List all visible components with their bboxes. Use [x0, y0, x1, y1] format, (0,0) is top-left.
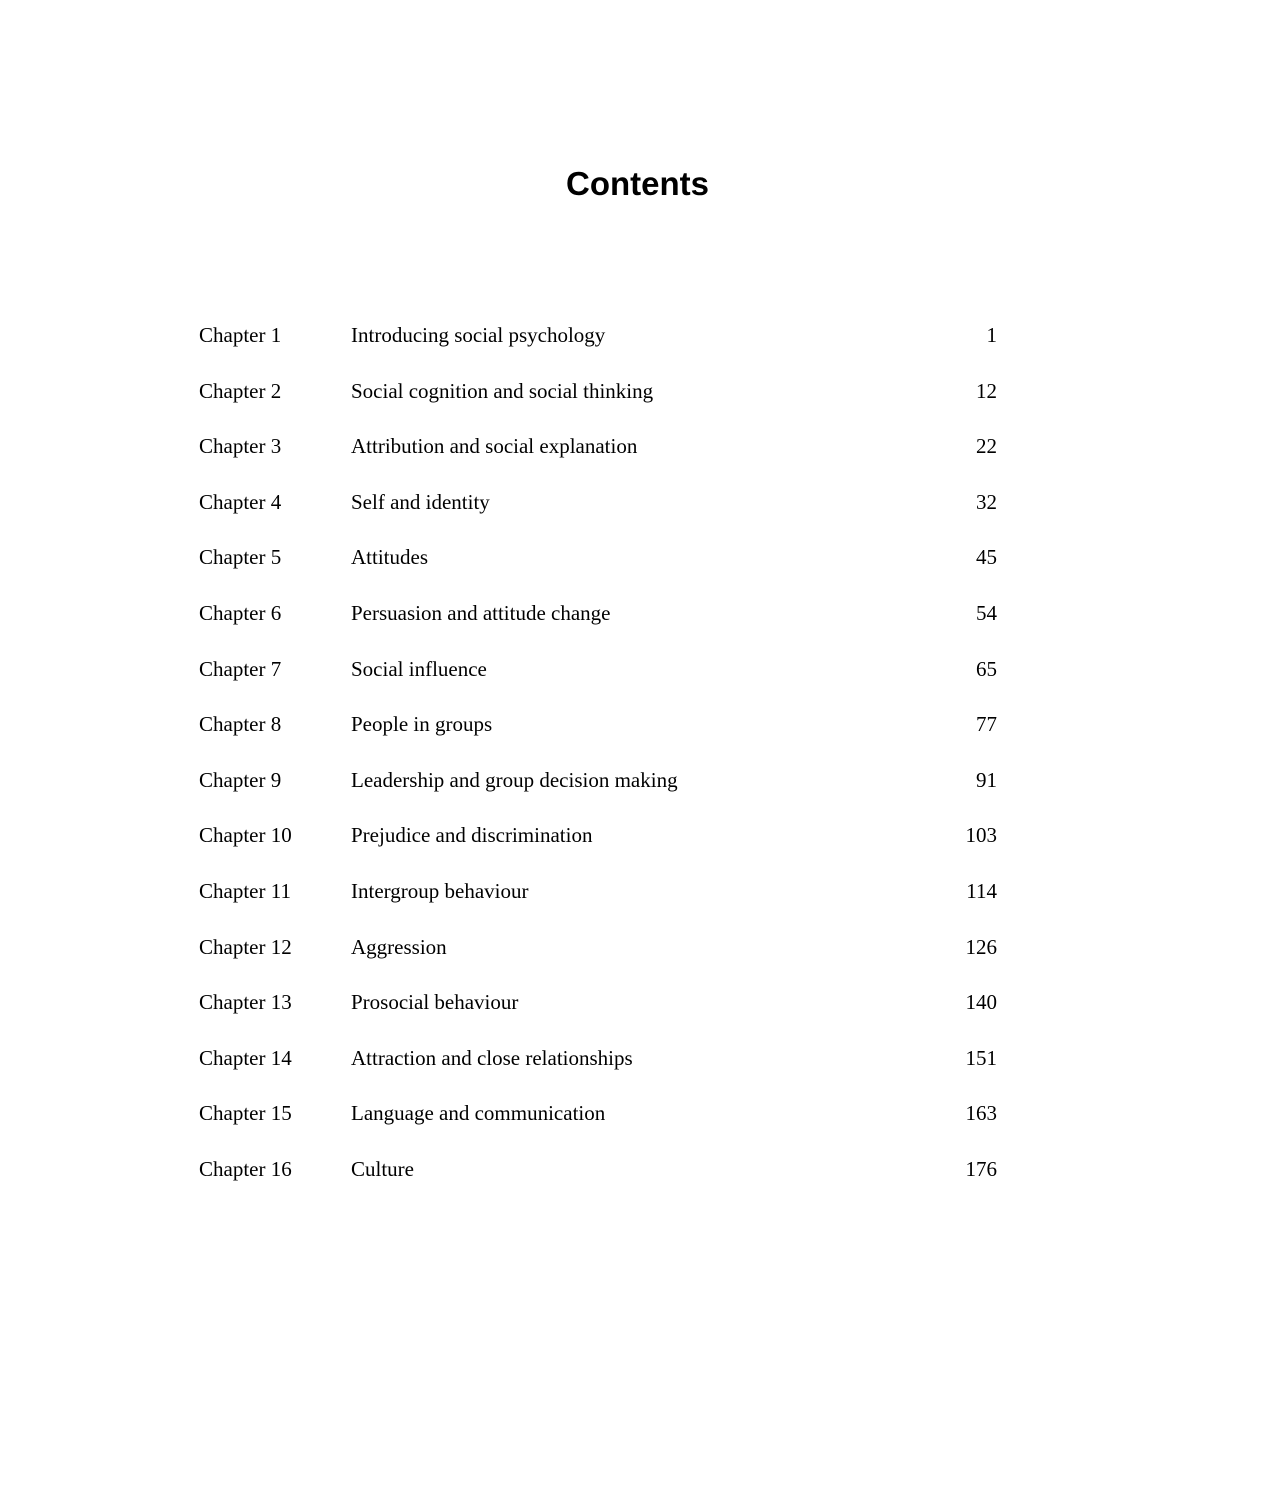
toc-row — [199, 429, 997, 485]
toc-chapter-label: Chapter 4 — [199, 489, 282, 514]
toc-chapter-label: Chapter 8 — [199, 712, 282, 737]
toc-chapter-label: Chapter 2 — [199, 378, 282, 403]
toc-chapter-title: Attribution and social explanation — [351, 434, 638, 459]
toc-chapter-label: Chapter 11 — [199, 878, 291, 903]
toc-page-number: 151 — [965, 1045, 997, 1070]
toc-row — [199, 1152, 997, 1208]
toc-chapter-title: Persuasion and attitude change — [351, 600, 611, 625]
toc-chapter-label: Chapter 1 — [199, 323, 282, 347]
toc-page-number: 103 — [965, 823, 997, 848]
toc-chapter-label: Chapter 7 — [199, 656, 282, 681]
toc-chapter-label: Chapter 12 — [199, 934, 292, 959]
toc-row — [199, 985, 997, 1041]
toc-page-number: 45 — [976, 545, 997, 570]
toc-page-number: 1 — [986, 323, 997, 347]
toc-row — [199, 763, 997, 819]
toc-row — [199, 874, 997, 930]
toc-row — [199, 1041, 997, 1097]
toc-chapter-title: Attitudes — [351, 545, 428, 570]
toc-chapter-title: People in groups — [351, 712, 493, 737]
toc-row — [199, 540, 997, 596]
toc-chapter-title: Leadership and group decision making — [351, 767, 678, 792]
toc-chapter-label: Chapter 3 — [199, 434, 282, 459]
table-of-contents — [199, 318, 997, 1208]
toc-row — [199, 374, 997, 430]
toc-chapter-title: Social influence — [351, 656, 487, 681]
toc-chapter-title: Prosocial behaviour — [351, 990, 519, 1015]
toc-page-number: 54 — [976, 600, 997, 625]
toc-chapter-label: Chapter 9 — [199, 767, 282, 792]
toc-chapter-label: Chapter 15 — [199, 1101, 292, 1126]
toc-page-number: 176 — [965, 1156, 997, 1181]
toc-row — [199, 1096, 997, 1152]
toc-page-number: 140 — [965, 990, 997, 1015]
toc-chapter-label: Chapter 6 — [199, 600, 282, 625]
toc-page-number: 126 — [965, 934, 997, 959]
toc-chapter-title: Intergroup behaviour — [351, 878, 529, 903]
toc-chapter-label: Chapter 16 — [199, 1156, 292, 1181]
toc-chapter-label: Chapter 10 — [199, 823, 292, 848]
toc-row — [199, 485, 997, 541]
toc-page-number: 12 — [976, 378, 997, 403]
toc-row — [199, 818, 997, 874]
toc-page-number: 22 — [976, 434, 997, 459]
toc-row — [199, 596, 997, 652]
toc-page-number: 91 — [976, 767, 997, 792]
toc-chapter-title: Self and identity — [351, 489, 490, 514]
toc-chapter-label: Chapter 5 — [199, 545, 282, 570]
toc-chapter-label: Chapter 13 — [199, 990, 292, 1015]
toc-page-number: 163 — [965, 1101, 997, 1126]
toc-page-number: 77 — [976, 712, 997, 737]
toc-chapter-title: Attraction and close relationships — [351, 1045, 633, 1070]
toc-chapter-label: Chapter 14 — [199, 1045, 292, 1070]
toc-chapter-title: Language and communication — [351, 1101, 606, 1126]
toc-row — [199, 652, 997, 708]
toc-page-number: 65 — [976, 656, 997, 681]
toc-chapter-title: Aggression — [351, 934, 447, 959]
toc-row — [199, 930, 997, 986]
toc-row — [199, 707, 997, 763]
toc-chapter-title: Introducing social psychology — [351, 323, 606, 347]
toc-row — [199, 318, 997, 374]
toc-chapter-title: Social cognition and social thinking — [351, 378, 654, 403]
toc-chapter-title: Culture — [351, 1156, 414, 1181]
toc-page-number: 32 — [976, 489, 997, 514]
toc-chapter-title: Prejudice and discrimination — [351, 823, 593, 848]
page-title: Contents — [566, 165, 709, 202]
toc-page-number: 114 — [966, 878, 997, 903]
